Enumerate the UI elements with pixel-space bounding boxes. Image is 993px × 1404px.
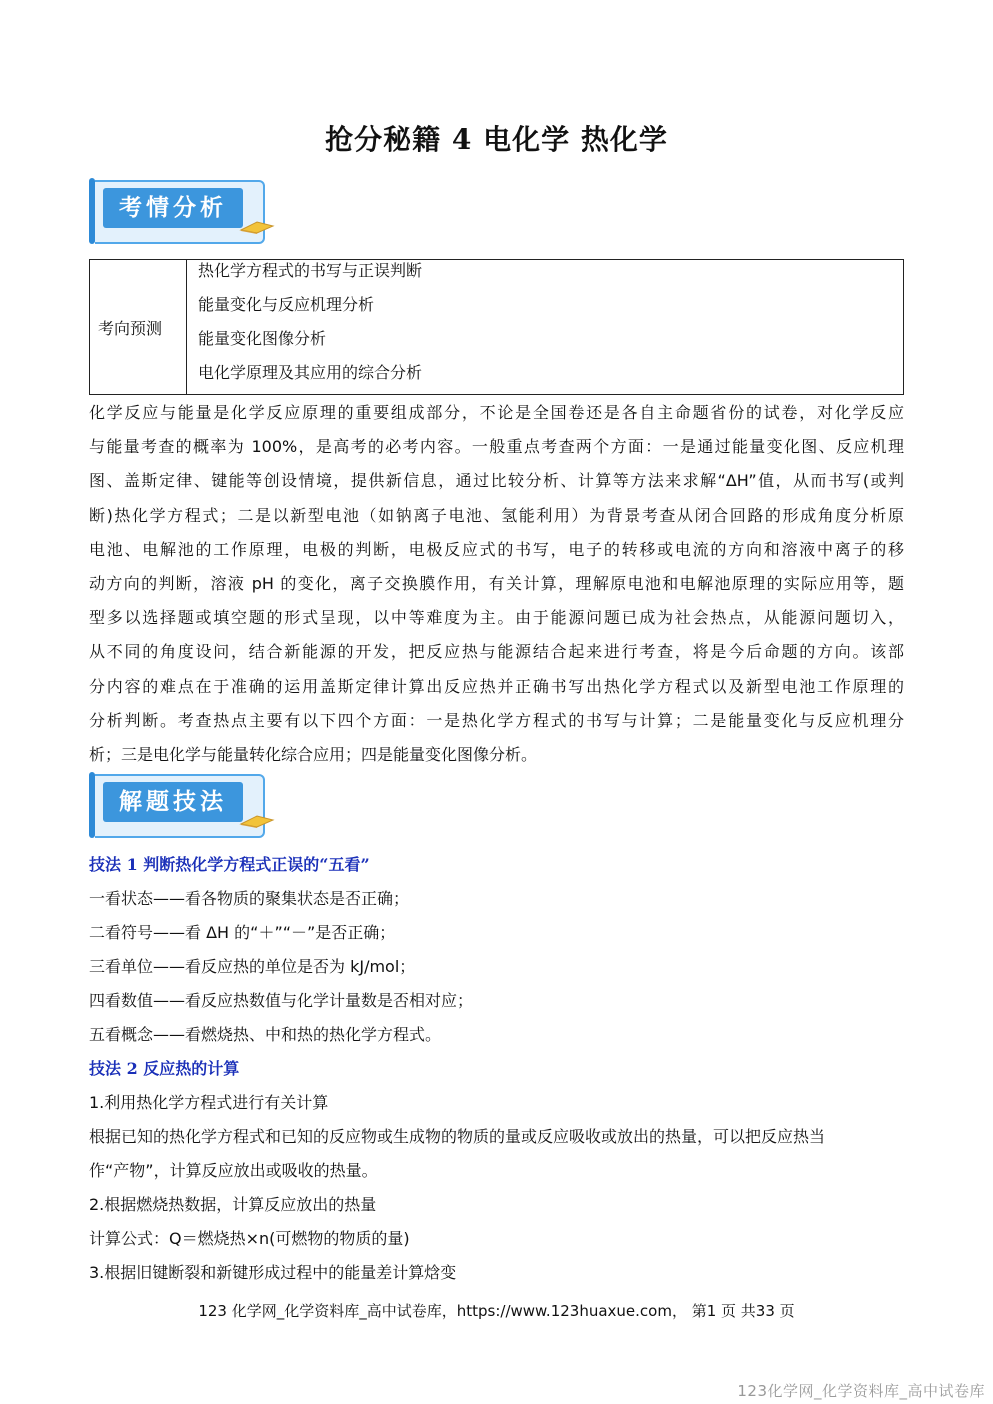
forecast-list (198, 260, 422, 396)
paragraph-line: 与能量考查的概率为 100%，是高考的必考内容。一般重点考查两个方面：一是通过能量变化图、反应机理 (89, 437, 904, 457)
paragraph-line: 型多以选择题或填空题的形式呈现，以中等难度为主。由于能源问题已成为社会热点，从能源问题切入， (89, 608, 904, 628)
technique-1-line: 二看符号——看 ΔH 的“＋”“－”是否正确； (89, 923, 396, 942)
section-banner-analysis (89, 178, 279, 244)
technique-1-heading: 技法 1 判断热化学方程式正误的“五看” (89, 855, 370, 874)
technique-2-heading: 技法 2 反应热的计算 (89, 1059, 240, 1078)
book-icon (239, 220, 275, 234)
paragraph-line: 析；三是电化学与能量转化综合应用；四是能量变化图像分析。 (89, 745, 538, 765)
book-icon (239, 814, 275, 828)
technique-1-line: 五看概念——看燃烧热、中和热的热化学方程式。 (89, 1025, 442, 1044)
technique-2-line: 根据已知的热化学方程式和已知的反应物或生成物的物质的量或反应吸收或放出的热量，可以把反应热当 (89, 1127, 826, 1146)
technique-2-line: 2.根据燃烧热数据，计算反应放出的热量 (89, 1195, 377, 1214)
page-title: 抢分秘籍 4 电化学 热化学 (325, 123, 668, 156)
list-item: 热化学方程式的书写与正误判断 (198, 261, 423, 280)
banner-label: 考情分析 (119, 195, 227, 221)
technique-2-line: 1.利用热化学方程式进行有关计算 (89, 1093, 329, 1112)
paragraph-line: 动方向的判断，溶液 pH 的变化，离子交换膜作用，有关计算，理解原电池和电解池原理的实际应用等，题 (89, 574, 904, 594)
technique-1-line: 三看单位——看反应热的单位是否为 kJ/mol； (89, 957, 416, 976)
paragraph-line: 分析判断。考查热点主要有以下四个方面：一是热化学方程式的书写与计算；二是能量变化与反应机理分 (89, 710, 904, 730)
banner-label: 解题技法 (119, 789, 227, 815)
technique-1-line: 四看数值——看反应热数值与化学计量数是否相对应； (89, 991, 474, 1010)
page-footer: 123 化学网_化学资料库_高中试卷库，https://www.123huaxue.com， 第1 页 共33 页 (198, 1302, 795, 1320)
paragraph-line: 断)热化学方程式；二是以新型电池（如钠离子电池、氢能利用）为背景考查从闭合回路的形成角度分析原 (89, 505, 904, 525)
paragraph-line: 图、盖斯定律、键能等创设情境，提供新信息，通过比较分析、计算等方法来求解“ΔH”值，从而书写(或判 (89, 471, 904, 491)
analysis-paragraph (89, 396, 904, 772)
watermark: 123化学网_化学资料库_高中试卷库 (737, 1382, 985, 1400)
list-item: 能量变化图像分析 (198, 329, 327, 348)
list-item: 能量变化与反应机理分析 (198, 295, 375, 314)
technique-2-line: 3.根据旧键断裂和新键形成过程中的能量差计算焓变 (89, 1263, 457, 1282)
exam-forecast-table (89, 259, 904, 395)
technique-2-line: 计算公式：Q＝燃烧热×n(可燃物的物质的量) (89, 1229, 410, 1248)
technique-1-line: 一看状态——看各物质的聚集状态是否正确； (89, 889, 410, 908)
paragraph-line: 电池、电解池的工作原理，电极的判断，电极反应式的书写，电子的转移或电流的方向和溶液中离子的移 (89, 539, 904, 559)
list-item: 电化学原理及其应用的综合分析 (198, 363, 423, 382)
paragraph-line: 分内容的难点在于准确的运用盖斯定律计算出反应热并正确书写出热化学方程式以及新型电池工作原理的 (89, 676, 904, 696)
section-banner-techniques (89, 772, 279, 838)
paragraph-line: 化学反应与能量是化学反应原理的重要组成部分，不论是全国卷还是各自主命题省份的试卷，对化学反应 (89, 403, 904, 422)
table-row-header: 考向预测 (90, 260, 187, 394)
paragraph-line: 从不同的角度设问，结合新能源的开发，把反应热与能源结合起来进行考查，将是今后命题的方向。该部 (89, 642, 904, 662)
technique-2-line: 作“产物”，计算反应放出或吸收的热量。 (89, 1161, 378, 1180)
